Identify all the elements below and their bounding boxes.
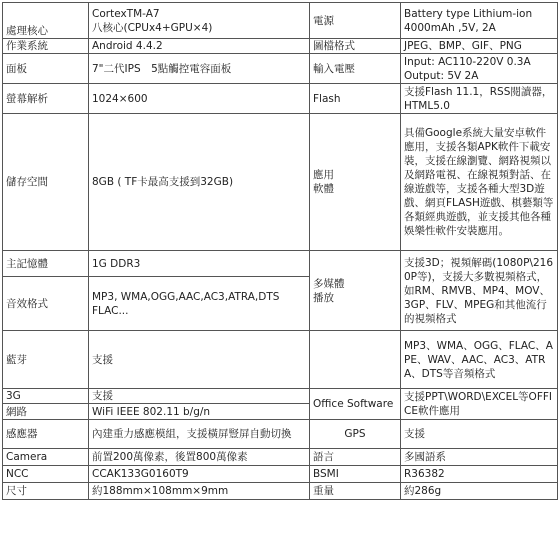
spec-label: 作業系統 [3,39,89,54]
spec-label: 處理核心 [3,3,89,39]
table-row [3,3,558,39]
table-row [3,39,558,54]
spec-value: 多國語系 [401,449,558,466]
spec-label: 藍芽 [3,331,89,389]
spec-label: 圖檔格式 [310,39,401,54]
table-row [3,54,558,84]
spec-label: BSMI [310,466,401,483]
spec-label: 輸入電壓 [310,54,401,84]
spec-label: Camera [3,449,89,466]
spec-value: Android 4.4.2 [89,39,310,54]
spec-value: WiFi IEEE 802.11 b/g/n [89,404,310,420]
spec-label: 面板 [3,54,89,84]
table-row [3,389,558,404]
spec-value: CortexTM-A7 八核心(CPUx4+GPU×4) [89,3,310,39]
spec-value: Battery type Lithium-ion 4000mAh ,5V, 2A [401,3,558,39]
spec-label: NCC [3,466,89,483]
table-row [3,331,558,389]
spec-value: CCAK133G0160T9 [89,466,310,483]
spec-label: 感應器 [3,420,89,449]
spec-label: 語言 [310,449,401,466]
spec-value: 支援 [89,331,310,389]
spec-value: 1G DDR3 [89,251,310,277]
table-row [3,483,558,500]
spec-value: 支援 [401,420,558,449]
spec-value: R36382 [401,466,558,483]
spec-value: 具備Google系統大量安卓軟件應用，支援各類APK軟件下載安裝，支援在線瀏覽、網路視頻以及網路電視、在線視頻對話、在線遊戲等，支援各種大型3D遊戲、網頁FLASH遊戲、棋藝類等各類經典遊戲，並支援其他各種娛樂性軟件安裝應用。 [401,114,558,251]
spec-label: 儲存空間 [3,114,89,251]
table-row [3,251,558,277]
table-row [3,449,558,466]
spec-value: 8GB ( TF卡最高支援到32GB) [89,114,310,251]
spec-value: 7"二代IPS 5點觸控電容面板 [89,54,310,84]
spec-label: 音效格式 [3,277,89,331]
spec-value: 約286g [401,483,558,500]
spec-label: 網路 [3,404,89,420]
spec-value: 前置200萬像素，後置800萬像素 [89,449,310,466]
spec-value: JPEG、BMP、GIF、PNG [401,39,558,54]
spec-table [2,2,558,500]
spec-value: 支援Flash 11.1，RSS閱讀器，HTML5.0 [401,84,558,114]
spec-label: 電源 [310,3,401,39]
spec-label: 螢幕解析 [3,84,89,114]
spec-label: 多媒體 播放 [310,251,401,331]
spec-label: 主記憶體 [3,251,89,277]
spec-value: 內建重力感應模組，支援橫屏豎屏自動切換 [89,420,310,449]
spec-value: 支援PPT\WORD\EXCEL等OFFICE軟件應用 [401,389,558,420]
spec-label: 尺寸 [3,483,89,500]
spec-value: 約188mm×108mm×9mm [89,483,310,500]
table-row [3,84,558,114]
table-row [3,114,558,251]
spec-value: MP3, WMA,OGG,AAC,AC3,ATRA,DTS FLAC... [89,277,310,331]
spec-label: Office Software [310,389,401,420]
table-row [3,420,558,449]
spec-label: 應用 軟體 [310,114,401,251]
spec-value: MP3、WMA、OGG、FLAC、APE、WAV、AAC、AC3、ATRA、DTS等音頻格式 [401,331,558,389]
spec-value: 支援 [89,389,310,404]
spec-label: Flash [310,84,401,114]
spec-label: 3G [3,389,89,404]
spec-value: Input: AC110-220V 0.3A Output: 5V 2A [401,54,558,84]
spec-value: 支援3D；視頻解碼(1080P\2160P等)，支援大多數視頻格式，如RM、RMVB、MP4、MOV、3GP、FLV、MPEG和其他流行的視頻格式 [401,251,558,331]
table-row [3,466,558,483]
spec-label: 重量 [310,483,401,500]
spec-value: 1024×600 [89,84,310,114]
spec-label: GPS [310,420,401,449]
